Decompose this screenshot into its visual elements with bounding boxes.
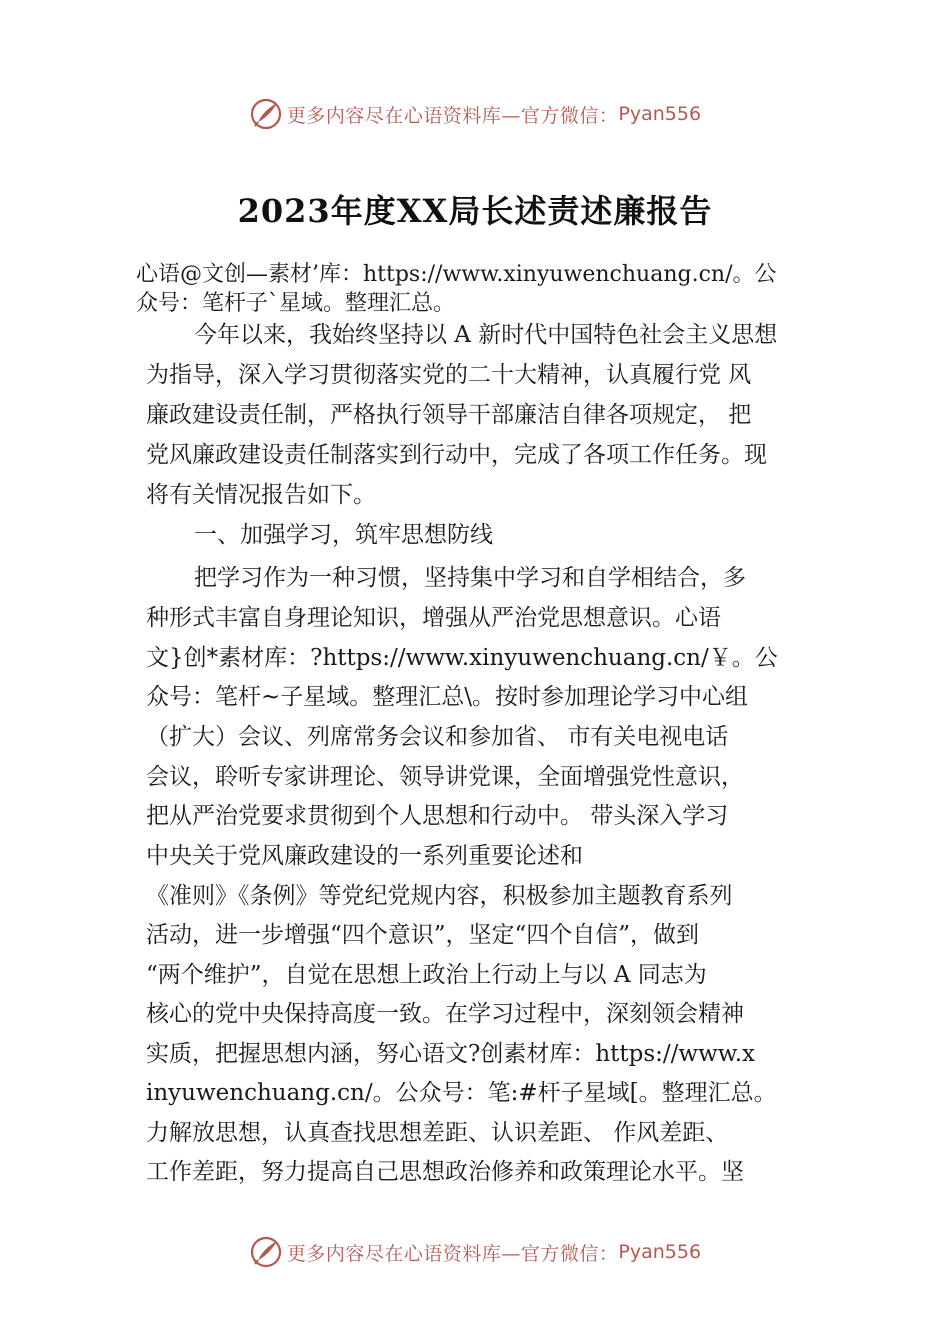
paragraph-line: 《准则》《条例》等党纪党规内容，积极参加主题教育系列 — [146, 883, 733, 909]
paragraph-line: 种形式丰富自身理论知识，增强从严治党思想意识。心语 — [146, 605, 721, 631]
paragraph-line: 把从严治党要求贯彻到个人思想和行动中。 带头深入学习 — [146, 803, 729, 829]
paragraph-line: 党风廉政建设责任制落实到行动中，完成了各项工作任务。现 — [146, 442, 767, 468]
paragraph-line: 众号：笔杆~子星域。整理汇总\。按时参加理论学习中心组 — [146, 684, 749, 710]
watermark-text: 更多内容尽在心语资料库—官方微信： — [286, 104, 619, 127]
watermark-handle: Pyan556 — [618, 1241, 702, 1263]
source-note-line: 心语@文创—素材’库：https://www.xinyuwenchuang.cn/。公 — [136, 262, 777, 287]
paragraph-line: inyuwenchuang.cn/。公众号：笔:#杆子星域[。整理汇总。 — [146, 1080, 777, 1106]
paragraph-line: （扩大）会议、列席常务会议和参加省、 市有关电视电话 — [146, 724, 729, 750]
paragraph-line: 活动，进一步增强“四个意识”，坚定“四个自信”，做到 — [146, 922, 700, 948]
paragraph-line: 把学习作为一种习惯，坚持集中学习和自学相结合，多 — [194, 565, 746, 591]
source-note-line: 众号：笔杆子`星域。整理汇总。 — [136, 291, 456, 316]
paragraph-line: 将有关情况报告如下。 — [146, 482, 376, 508]
quill-logo-icon — [249, 97, 283, 131]
section-heading: 一、加强学习，筑牢思想防线 — [194, 522, 493, 548]
paragraph-line: 廉政建设责任制，严格执行领导干部廉洁自律各项规定， 把 — [146, 402, 752, 428]
watermark-banner-bottom — [0, 1232, 950, 1272]
paragraph-line: 会议，聆听专家讲理论、领导讲党课，全面增强党性意识， — [146, 764, 744, 790]
paragraph-line: 力解放思想，认真查找思想差距、认识差距、 作风差距、 — [146, 1120, 729, 1146]
watermark-banner-top — [0, 94, 950, 134]
paragraph-line: 工作差距，努力提高自己思想政治修养和政策理论水平。坚 — [146, 1159, 744, 1185]
document-title: 2023年度XX局长述责述廉报告 — [237, 192, 713, 230]
paragraph-line: 实质，把握思想内涵，努心语文?创素材库：https://www.x — [146, 1041, 756, 1067]
watermark-handle: Pyan556 — [618, 103, 702, 125]
paragraph-line: 今年以来，我始终坚持以 A 新时代中国特色社会主义思想 — [194, 322, 778, 348]
paragraph-line: 文}创*素材库：?https://www.xinyuwenchuang.cn/￥。公 — [146, 645, 778, 671]
paragraph-line: “两个维护”，自觉在思想上政治上行动上与以 A 同志为 — [146, 962, 707, 988]
paragraph-line: 为指导，深入学习贯彻落实党的二十大精神，认真履行党 风 — [146, 362, 752, 388]
paragraph-line: 核心的党中央保持高度一致。在学习过程中，深刻领会精神 — [146, 1001, 744, 1027]
paragraph-line: 中央关于党风廉政建设的一系列重要论述和 — [146, 843, 583, 869]
watermark-text: 更多内容尽在心语资料库—官方微信： — [286, 1242, 619, 1265]
quill-logo-icon — [249, 1235, 283, 1269]
